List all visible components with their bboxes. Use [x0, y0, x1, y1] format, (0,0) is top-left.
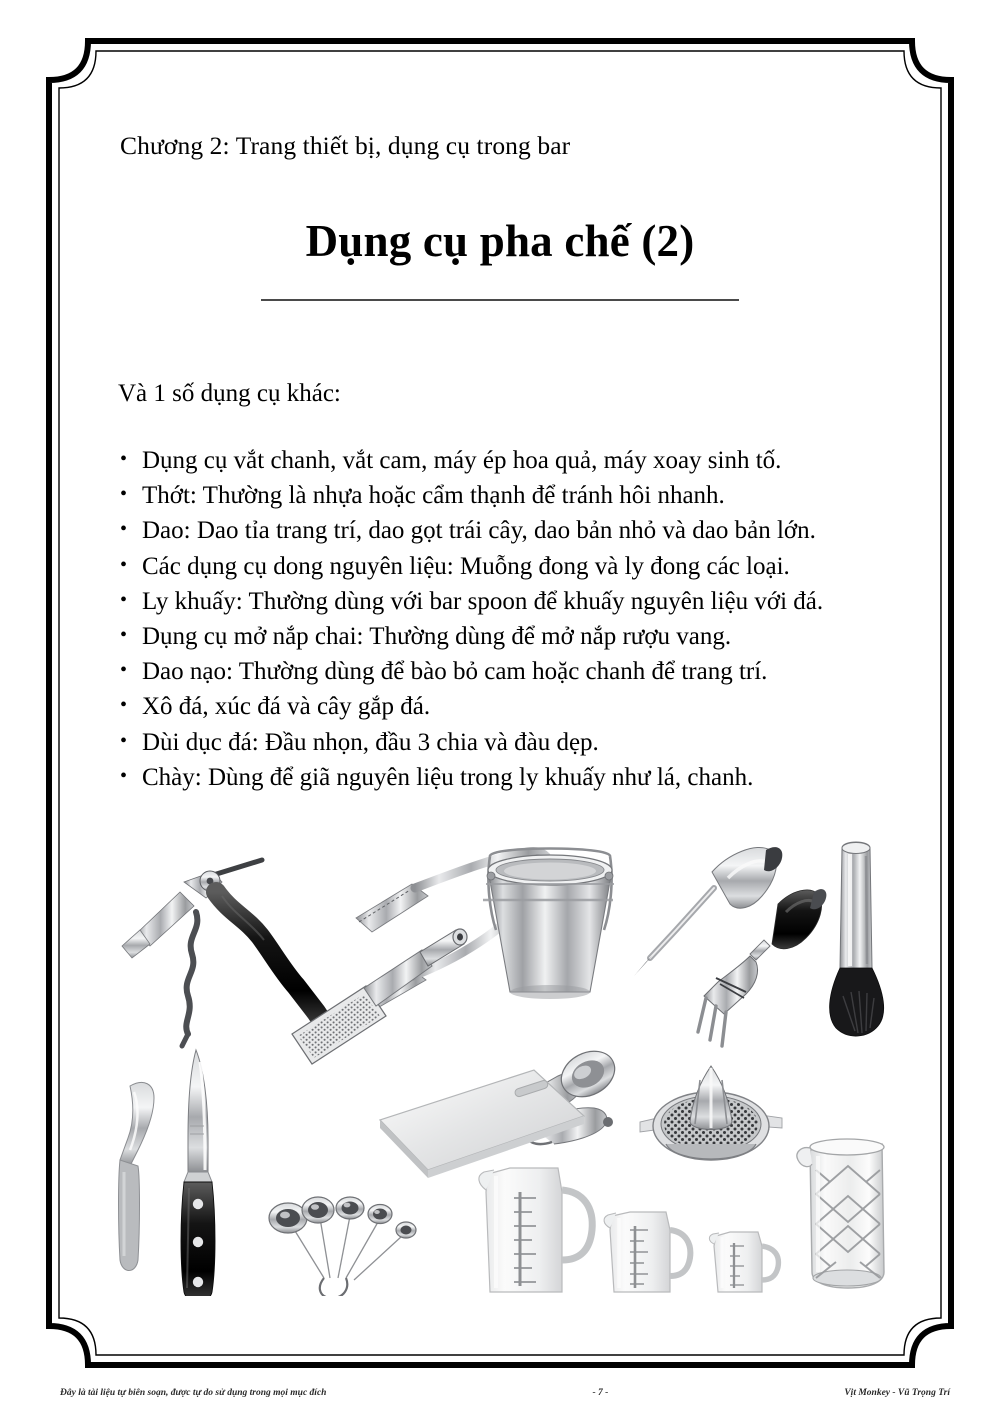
measuring-jug-small-photo — [709, 1232, 778, 1292]
tools-bullet-list — [118, 443, 938, 795]
list-item: • Thớt: Thường là nhựa hoặc cẩm thạnh để tránh hôi nhanh. — [118, 478, 938, 513]
page-title: Dụng cụ pha chế (2) — [305, 216, 695, 267]
ice-pick-single-photo — [634, 847, 782, 976]
footer-author-credit: Vịt Monkey - Vũ Trọng Trí — [844, 1388, 950, 1398]
footer-left-note: Đây là tài liệu tự biên soạn, được tự do sử dụng trong mọi mục đích — [60, 1388, 327, 1398]
muddler-photo — [830, 842, 884, 1036]
list-item: • Các dụng cụ dong nguyên liệu: Muỗng đong và ly đong các loại. — [118, 549, 938, 584]
footer-page-number: - 7 - — [592, 1388, 609, 1398]
bar-tools-photo-collage — [110, 826, 900, 1296]
list-item: • Dùi dục đá: Đầu nhọn, đầu 3 chia và đàu dẹp. — [118, 725, 938, 760]
zester-grater-photo — [292, 929, 467, 1064]
measuring-jug-large-photo — [479, 1168, 592, 1292]
list-item: • Ly khuấy: Thường dùng với bar spoon để khuấy nguyên liệu với đá. — [118, 584, 938, 619]
measuring-spoons-photo — [269, 1197, 416, 1296]
chef-paring-knife-photo — [181, 1050, 215, 1296]
list-item: • Dụng cụ vắt chanh, vắt cam, máy ép hoa quả, máy xoay sinh tố. — [118, 443, 938, 478]
list-item: • Dao: Dao tỉa trang trí, dao gọt trái cây, dao bản nhỏ và dao bản lớn. — [118, 513, 938, 548]
ice-pick-three-prong-photo — [698, 889, 826, 1046]
chapter-heading: Chương 2: Trang thiết bị, dụng cụ trong bar — [120, 131, 571, 160]
measuring-jug-medium-photo — [604, 1212, 690, 1292]
title-divider-rule — [261, 299, 739, 301]
list-item: • Dụng cụ mở nắp chai: Thường dùng để mở nắp rượu vang. — [118, 619, 938, 654]
mixing-glass-photo — [797, 1139, 884, 1288]
hand-juicer-reamer-photo — [640, 1066, 782, 1160]
ice-bucket-photo — [483, 849, 614, 1000]
paring-knife-small-photo — [119, 1082, 155, 1270]
waiters-corkscrew-photo — [122, 860, 330, 1046]
list-item: • Chày: Dùng để giã nguyên liệu trong ly khuấy như lá, chanh. — [118, 760, 938, 795]
lead-in-text: Và 1 số dụng cụ khác: — [118, 380, 341, 407]
list-item: • Xô đá, xúc đá và cây gắp đá. — [118, 689, 938, 724]
list-item: • Dao nạo: Thường dùng để bào bỏ cam hoặc chanh để trang trí. — [118, 654, 938, 689]
page-footer — [60, 1383, 950, 1403]
